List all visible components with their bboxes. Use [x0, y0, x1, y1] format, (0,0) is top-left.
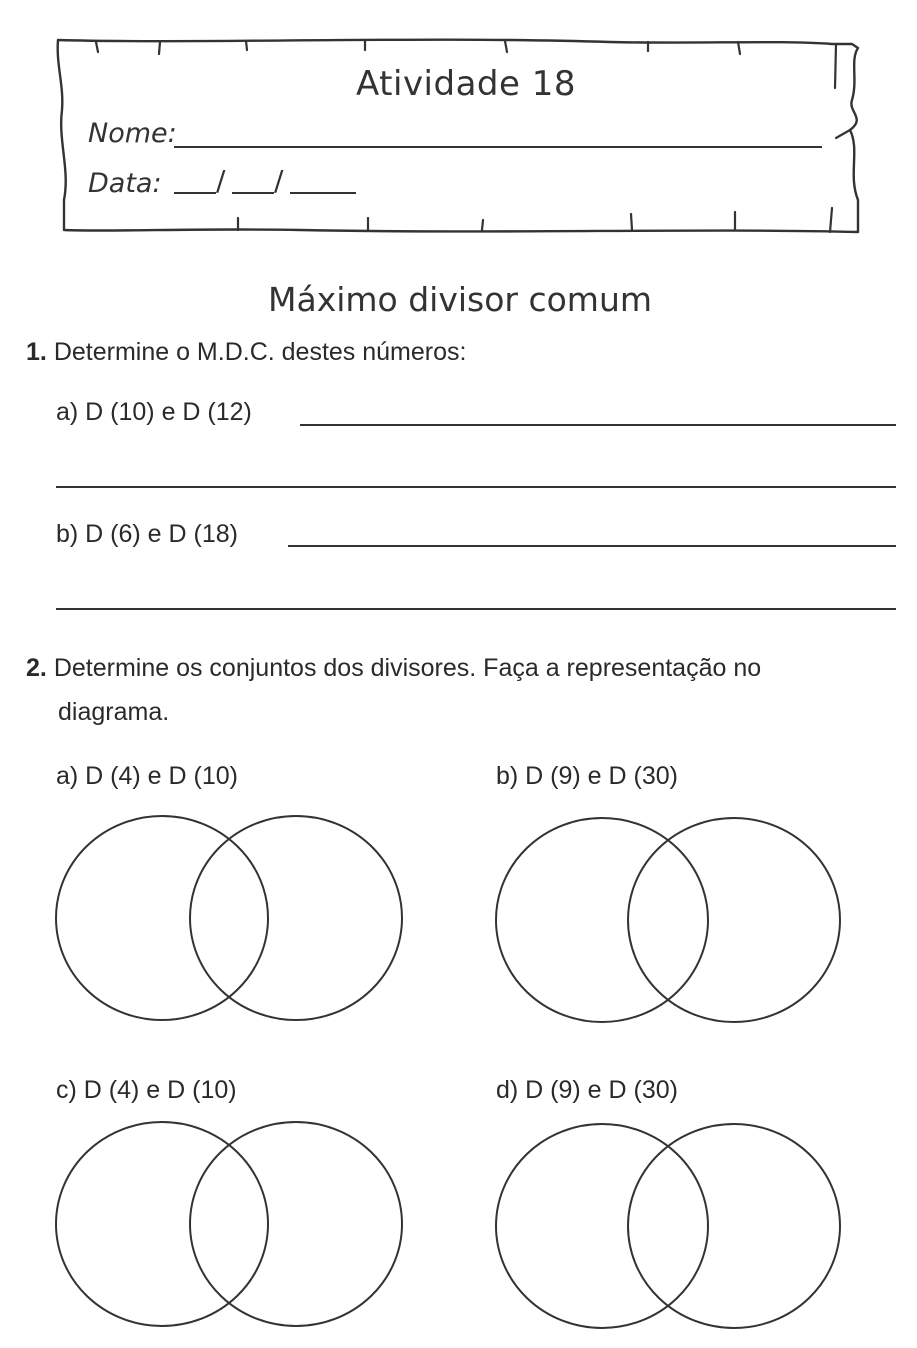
venn-b-right-circle	[628, 818, 840, 1022]
question-2a-label: a) D (4) e D (10)	[56, 762, 238, 790]
venn-a-left-circle	[56, 816, 268, 1020]
question-1b-answer-line-1[interactable]	[288, 545, 896, 547]
venn-a-right-circle	[190, 816, 402, 1020]
question-2	[26, 646, 761, 690]
question-1a-answer-line-1[interactable]	[300, 424, 896, 426]
venn-diagram-b[interactable]	[490, 814, 850, 1028]
date-year-line[interactable]	[290, 192, 356, 194]
venn-b-left-circle	[496, 818, 708, 1022]
venn-diagram-c[interactable]	[50, 1118, 410, 1332]
question-1-text: Determine o M.D.C. destes números:	[53, 338, 467, 366]
venn-diagram-d[interactable]	[490, 1120, 850, 1334]
question-1a-label: a) D (10) e D (12)	[56, 398, 252, 426]
venn-c-right-circle	[190, 1122, 402, 1326]
question-1b-answer-line-2[interactable]	[56, 608, 896, 610]
date-day-line[interactable]	[174, 192, 216, 194]
page-subtitle: Máximo divisor comum	[268, 280, 653, 319]
question-1a-answer-line-2[interactable]	[56, 486, 896, 488]
name-label: Nome:	[88, 118, 177, 149]
date-separator-1: /	[216, 164, 226, 197]
venn-d-right-circle	[628, 1124, 840, 1328]
date-month-line[interactable]	[232, 192, 274, 194]
activity-title: Atividade 18	[356, 64, 576, 104]
date-separator-2: /	[274, 164, 284, 197]
question-2-number: 2.	[26, 654, 47, 682]
question-2-text-line-2: diagrama.	[58, 698, 170, 726]
question-1b-label: b) D (6) e D (18)	[56, 520, 238, 548]
venn-diagram-a[interactable]	[50, 812, 410, 1026]
date-label: Data:	[88, 168, 162, 199]
question-1	[26, 330, 466, 374]
venn-d-left-circle	[496, 1124, 708, 1328]
name-input-line[interactable]	[174, 146, 822, 148]
question-2d-label: d) D (9) e D (30)	[496, 1076, 678, 1104]
question-2c-label: c) D (4) e D (10)	[56, 1076, 237, 1104]
question-1-number: 1.	[26, 338, 47, 366]
question-2-text-line-1: Determine os conjuntos dos divisores. Faça a representação no	[53, 654, 762, 682]
question-2b-label: b) D (9) e D (30)	[496, 762, 678, 790]
venn-c-left-circle	[56, 1122, 268, 1326]
